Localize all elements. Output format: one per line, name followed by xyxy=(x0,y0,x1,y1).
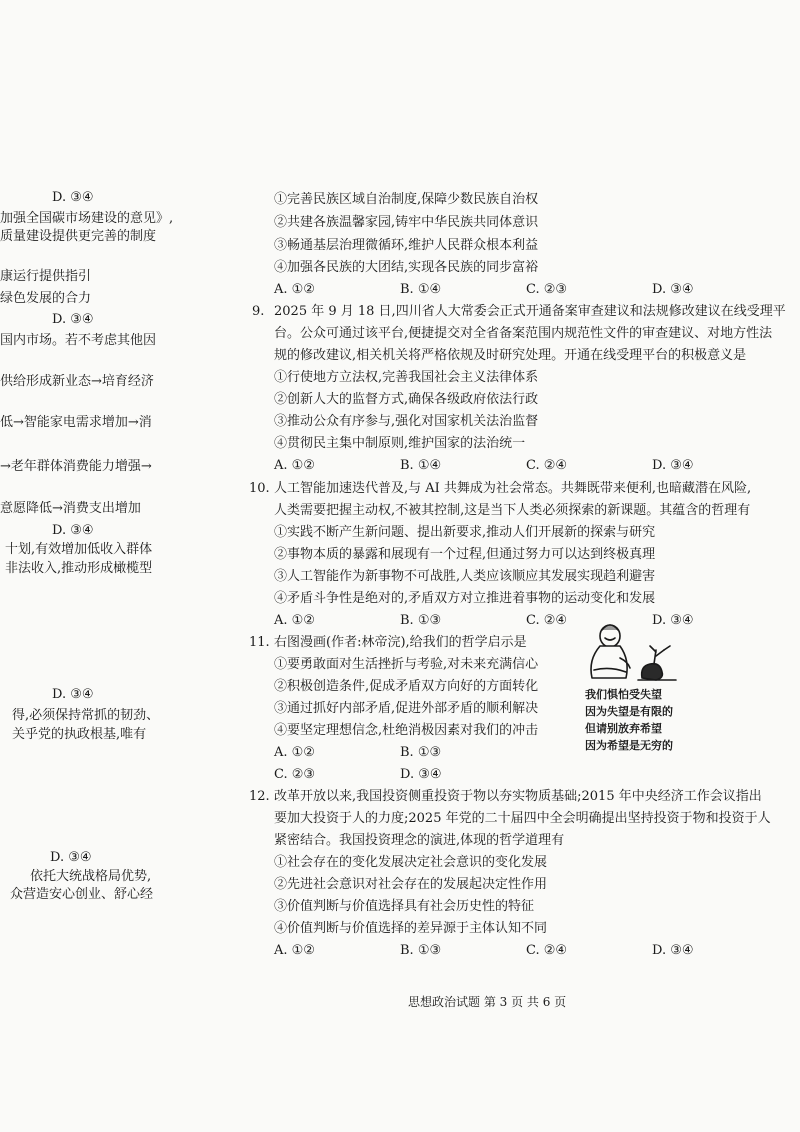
statement: ③价值判断与价值选择具有社会历史性的特征 xyxy=(274,899,535,914)
statement: ②积极创造条件,促成矛盾双方向好的方面转化 xyxy=(274,679,539,694)
left-answer-option: D. ③④ xyxy=(50,850,92,865)
page-footer: 思想政治试题 第 3 页 共 6 页 xyxy=(408,995,567,1009)
answer-option-d: D. ③④ xyxy=(652,458,694,473)
statement: ④矛盾斗争性是绝对的,矛盾双方对立推进着事物的运动变化和发展 xyxy=(274,591,656,606)
left-text-fragment: 国内市场。若不考虑其他因 xyxy=(0,333,157,348)
cartoon-caption-line: 因为希望是无穷的 xyxy=(585,739,673,752)
statement: ③通过抓好内部矛盾,促进外部矛盾的顺利解决 xyxy=(274,701,539,716)
cartoon-caption-line: 我们惧怕受失望 xyxy=(585,688,662,701)
answer-option-d: D. ③④ xyxy=(652,282,694,297)
left-answer-option: D. ③④ xyxy=(52,523,94,538)
statement: ④加强各民族的大团结,实现各民族的同步富裕 xyxy=(274,260,539,275)
left-answer-option: D. ③④ xyxy=(52,190,94,205)
cartoon-caption-line: 但请别放弃希望 xyxy=(585,722,662,735)
statement: ①要勇敢面对生活挫折与考验,对未来充满信心 xyxy=(274,657,539,672)
answer-option-a: A. ①② xyxy=(274,458,315,473)
left-answer-option: D. ③④ xyxy=(52,312,94,327)
answer-option-d: D. ③④ xyxy=(400,767,442,782)
question-number: 10. xyxy=(249,481,270,496)
answer-option-c: C. ②③ xyxy=(274,767,316,782)
statement: ①实践不断产生新问题、提出新要求,推动人们开展新的探索与研究 xyxy=(274,525,656,540)
left-text-fragment: 加强全国碳市场建设的意见》, xyxy=(0,211,174,226)
statement: ③推动公众有序参与,强化对国家机关法治监督 xyxy=(274,414,539,429)
statement: ②创新人大的监督方式,确保各级政府依法行政 xyxy=(274,392,539,407)
answer-option-a: A. ①② xyxy=(274,282,315,297)
question-stem: 右图漫画(作者:林帝浣),给我们的哲学启示是 xyxy=(274,635,527,650)
statement: ④价值判断与价值选择的差异源于主体认知不同 xyxy=(274,921,548,936)
answer-option-a: A. ①② xyxy=(274,943,315,958)
statement: ①行使地方立法权,完善我国社会主义法律体系 xyxy=(274,370,539,385)
answer-option-a: A. ①② xyxy=(274,613,315,628)
left-text-fragment: 依托大统战格局优势, xyxy=(30,869,152,884)
left-text-fragment: 众营造安心创业、舒心经 xyxy=(10,887,154,902)
cartoon-drawing xyxy=(580,616,690,688)
answer-option-b: B. ①③ xyxy=(400,613,442,628)
statement: ④贯彻民主集中制原则,维护国家的法治统一 xyxy=(274,436,526,451)
answer-option-c: C. ②④ xyxy=(526,458,568,473)
answer-option-b: B. ①④ xyxy=(400,458,442,473)
answer-option-b: B. ①④ xyxy=(400,282,442,297)
left-text-fragment: →老年群体消费能力增强→ xyxy=(0,459,152,474)
question-number: 9. xyxy=(252,304,265,319)
question-number: 11. xyxy=(249,635,270,650)
question-stem: 要加大投资于人的力度;2025 年党的二十届四中全会明确提出坚持投资于物和投资于人 xyxy=(274,811,771,826)
statement: ④要坚定理想信念,杜绝消极因素对我们的冲击 xyxy=(274,723,539,738)
statement: ①社会存在的变化发展决定社会意识的变化发展 xyxy=(274,855,548,870)
left-text-fragment: 低→智能家电需求增加→消 xyxy=(0,415,152,430)
answer-option-c: C. ②④ xyxy=(526,613,568,628)
left-text-fragment: 意愿降低→消费支出增加 xyxy=(0,501,141,516)
question-stem: 紧密结合。我国投资理念的演进,体现的哲学道理有 xyxy=(274,833,565,848)
question-stem: 人类需要把握主动权,不被其控制,这是当下人类必须探索的新课题。其蕴含的哲理有 xyxy=(274,503,751,518)
left-text-fragment: 十划,有效增加低收入群体 xyxy=(5,542,153,557)
answer-option-a: A. ①② xyxy=(274,745,315,760)
left-text-fragment: 质量建设提供更完善的制度 xyxy=(0,229,157,244)
statement: ③人工智能作为新事物不可战胜,人类应该顺应其发展实现趋利避害 xyxy=(274,569,656,584)
statement: ②共建各族温馨家园,铸牢中华民族共同体意识 xyxy=(274,215,539,230)
answer-option-c: C. ②④ xyxy=(526,943,568,958)
answer-option-b: B. ①③ xyxy=(400,943,442,958)
left-text-fragment: 得,必须保持常抓的韧劲、 xyxy=(12,708,160,723)
answer-option-b: B. ①③ xyxy=(400,745,442,760)
question-number: 12. xyxy=(249,789,270,804)
answer-option-d: D. ③④ xyxy=(652,613,694,628)
statement: ②事物本质的暴露和展现有一个过程,但通过努力可以达到终极真理 xyxy=(274,547,656,562)
left-text-fragment: 供给形成新业态→培育经济 xyxy=(0,374,154,389)
cartoon-caption-line: 因为失望是有限的 xyxy=(585,705,673,718)
question-stem: 台。公众可通过该平台,便捷提交对全省备案范围内规范性文件的审查建议、对地方性法 xyxy=(274,326,773,341)
left-answer-option: D. ③④ xyxy=(52,687,94,702)
cartoon-illustration xyxy=(580,616,690,688)
answer-option-d: D. ③④ xyxy=(652,943,694,958)
left-text-fragment: 关乎党的执政根基,唯有 xyxy=(12,727,147,742)
statement: ①完善民族区域自治制度,保障少数民族自治权 xyxy=(274,192,539,207)
question-stem: 2025 年 9 月 18 日,四川省人大常委会正式开通备案审查建议和法规修改建议在线受理平 xyxy=(274,304,786,319)
statement: ③畅通基层治理微循环,维护人民群众根本利益 xyxy=(274,238,539,253)
left-text-fragment: 非法收入,推动形成橄榄型 xyxy=(5,561,153,576)
statement: ②先进社会意识对社会存在的发展起决定性作用 xyxy=(274,877,548,892)
question-stem: 人工智能加速迭代普及,与 AI 共舞成为社会常态。共舞既带来便利,也暗藏潜在风险, xyxy=(274,481,752,496)
question-stem: 规的修改建议,相关机关将严格依规及时研究处理。开通在线受理平台的积极意义是 xyxy=(274,348,747,363)
left-text-fragment: 康运行提供指引 xyxy=(0,269,92,284)
left-text-fragment: 绿色发展的合力 xyxy=(0,291,92,306)
answer-option-c: C. ②③ xyxy=(526,282,568,297)
question-stem: 改革开放以来,我国投资侧重投资于物以夯实物质基础;2015 年中央经济工作会议指出 xyxy=(274,789,762,804)
